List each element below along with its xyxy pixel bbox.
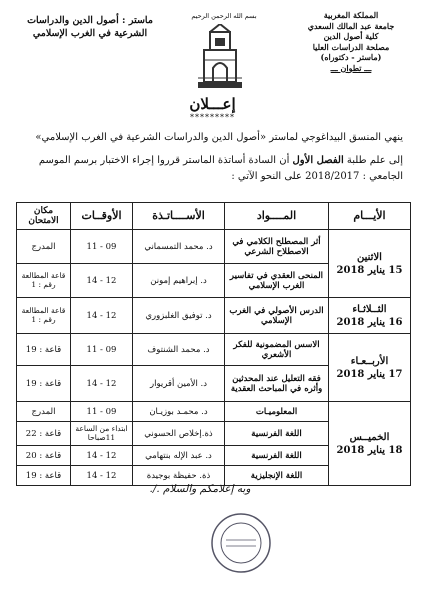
professor-cell: د. توفيق الغلبزوري (133, 298, 225, 334)
header-line: الشرعية في الغرب الإسلامي (32, 28, 148, 39)
column-header-professor: الأســــاتـذة (133, 203, 225, 230)
intro-paragraph-1: ينهي المنسق البيداغوجي لماستر «أصول الدين والدراسات الشرعية في الغرب الإسلامي» (35, 132, 403, 143)
day-cell (329, 230, 411, 298)
subject-cell: اللغة الإنجليزية (225, 466, 329, 486)
subject-cell: أثر المصطلح الكلامي في الاصطلاح الشرعي (225, 230, 329, 264)
room-cell: المدرج (17, 230, 71, 264)
time-cell: 09 - 11 (71, 402, 133, 422)
column-header-day: الأيـــام (329, 203, 411, 230)
time-cell: 12 - 14 (71, 366, 133, 402)
professor-cell: د. محمـد بوزيـان (133, 402, 225, 422)
time-cell: ابتداء من الساعة 11صباحا (71, 422, 133, 446)
subject-cell: المنحى العقدي في تفاسير الغرب الإسلامي (225, 264, 329, 298)
day-cell (329, 402, 411, 486)
subject-cell: فقه التعليل عند المحدثين وأثره في المباحث العقدية (225, 366, 329, 402)
time-cell: 12 - 14 (71, 264, 133, 298)
day-cell (329, 298, 411, 334)
room-cell: قاعة : 19 (17, 466, 71, 486)
basmala: بسم الله الرحمن الرحيم (191, 12, 257, 20)
day-date: 18 يناير 2018 (336, 444, 403, 456)
time-cell: 09 - 11 (71, 230, 133, 264)
room-cell: قاعة المطالعة رقم : 1 (17, 264, 71, 298)
header-line: المملكة المغربية (323, 10, 379, 20)
university-logo (196, 24, 244, 90)
professor-cell: د. عبد الإله بنتهامي (133, 446, 225, 466)
time-cell: 12 - 14 (71, 298, 133, 334)
institution-header (291, 10, 411, 73)
official-stamp (210, 512, 272, 574)
table-row (17, 334, 411, 366)
column-header-room: مكان الامتحان (17, 203, 71, 230)
day-date: 17 يناير 2018 (336, 368, 403, 380)
time-cell: 12 - 14 (71, 466, 133, 486)
header-line: (ماستر - دكتوراه) (320, 52, 382, 62)
table-row (17, 230, 411, 264)
table-row (17, 298, 411, 334)
exam-schedule-table (16, 202, 411, 486)
room-cell: قاعة : 19 (17, 334, 71, 366)
time-cell: 12 - 14 (71, 446, 133, 466)
room-cell: قاعة المطالعة رقم : 1 (17, 298, 71, 334)
header-line: مصلحة الدراسات العليا (312, 41, 390, 52)
professor-cell: د. محمد الشنتوف (133, 334, 225, 366)
intro-text: إلى علم طلبة (343, 155, 403, 166)
professor-cell: د. الأمين أقريوار (133, 366, 225, 402)
table-row (17, 402, 411, 422)
header-line: كلية أصول الدين (323, 31, 379, 41)
time-cell: 09 - 11 (71, 334, 133, 366)
column-header-time: الأوقــات (71, 203, 133, 230)
subject-cell: اللغة الفرنسية (225, 446, 329, 466)
header-line: جامعة عبد المالك السعدي (307, 20, 395, 31)
intro-paragraph-2 (18, 153, 403, 185)
day-name: الخميــس (349, 431, 390, 443)
title-stars: ********* (190, 113, 235, 122)
semester-label: الفصل الأول (292, 155, 344, 166)
room-cell: قاعة : 22 (17, 422, 71, 446)
table-header-row (17, 203, 411, 230)
subject-cell: الاسس المضمونية للفكر الأشعري (225, 334, 329, 366)
subject-cell: الدرس الأصولي في الغرب الإسلامي (225, 298, 329, 334)
professor-cell: ذة.إخلاص الحسوني (133, 422, 225, 446)
room-cell: قاعة : 19 (17, 366, 71, 402)
column-header-subject: المــــواد (225, 203, 329, 230)
room-cell: قاعة : 20 (17, 446, 71, 466)
header-line: ـــ تطوان ـــ (330, 62, 372, 73)
intro-text: أن السادة أساتذة الماستر قرروا إجراء الاختبار برسم الموسم الجامعي : 2018/2017 على النحو الآتي : (38, 155, 403, 182)
master-header (10, 14, 170, 40)
day-name: الثــلاثـاء (352, 303, 387, 315)
room-cell: المدرج (17, 402, 71, 422)
closing-line: وبه إعلامكم والسلام ./. (149, 483, 251, 495)
professor-cell: د. إبراهيم إمونن (133, 264, 225, 298)
day-cell (329, 334, 411, 402)
announcement-title: إعـــلان (189, 95, 236, 113)
professor-cell: د. محمد التمسماني (133, 230, 225, 264)
subject-cell: المعلوميـات (225, 402, 329, 422)
professor-cell: ذة. حفيظة بوجيدة (133, 466, 225, 486)
day-date: 16 يناير 2018 (336, 316, 403, 328)
day-date: 15 يناير 2018 (336, 264, 403, 276)
header-line: ماستر : أصول الدين والدراسات (27, 15, 153, 26)
subject-cell: اللغة الفرنسية (225, 422, 329, 446)
day-name: الأربــعـاء (350, 355, 389, 367)
day-name: الاثنين (357, 251, 382, 263)
